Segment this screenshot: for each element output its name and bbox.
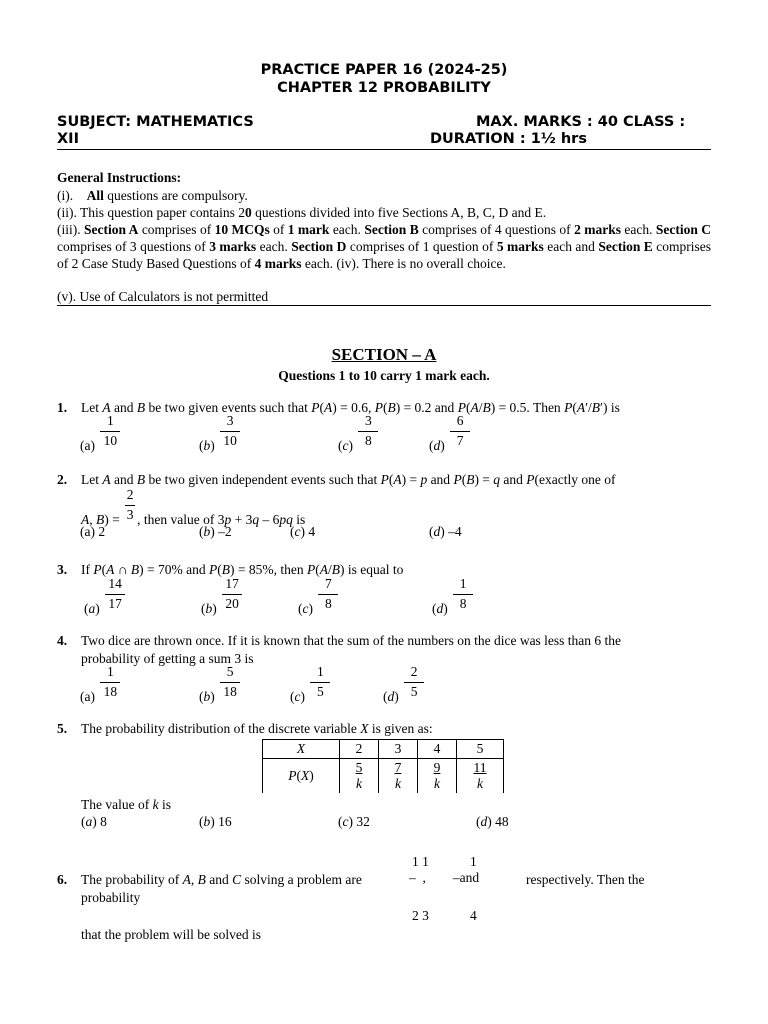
instruction-v: (v). Use of Calculators is not permitted xyxy=(57,289,269,304)
option-a[interactable]: (a) $\frac{1}{18}$ xyxy=(80,665,122,705)
paper-title: PRACTICE PAPER 16 (2024-25) xyxy=(260,62,508,78)
subject-label: SUBJECT: MATHEMATICS xyxy=(57,114,254,130)
p-numerator: 11 xyxy=(473,760,487,775)
question-text: Let A and B be two given events such that P(A) = 0.6, P(B) = 0.2 and P(A/B) = 0.5. Then P(A′/B′) is xyxy=(81,400,620,415)
question-text-end: respectively. Then the xyxy=(526,872,645,887)
option-a[interactable]: (a) $\frac{1}{10}$ xyxy=(80,414,122,454)
option-b[interactable]: (b) 16 xyxy=(199,814,232,829)
question-text-line3: that the problem will be solved is xyxy=(81,927,261,942)
option-d[interactable]: (d) $\frac{2}{5}$ xyxy=(383,665,426,705)
question-text: The probability distribution of the discrete variable X is given as: xyxy=(81,721,433,736)
fraction-numerators: 1 1 xyxy=(412,854,429,869)
question-number: 4. xyxy=(57,633,68,648)
option-d[interactable]: (d) –4 xyxy=(429,524,462,539)
question-number: 6. xyxy=(57,872,68,887)
option-c[interactable]: (c) 4 xyxy=(290,524,316,539)
fraction-denominators: 2 3 xyxy=(412,908,429,923)
option-c[interactable]: (c) $\frac{7}{8}$ xyxy=(298,577,340,617)
fraction-bars: – , –and xyxy=(409,870,480,885)
option-a[interactable]: (a) 8 xyxy=(81,814,107,829)
max-marks-label: MAX. MARKS : 40 CLASS : xyxy=(476,114,686,130)
question-text: Two dice are thrown once. If it is known that the sum of the numbers on the dice was less than 6 the xyxy=(81,633,622,648)
option-b[interactable]: (b) $\frac{17}{20}$ xyxy=(201,577,244,617)
option-b[interactable]: (b) $\frac{3}{10}$ xyxy=(199,414,242,454)
section-subtitle: Questions 1 to 10 carry 1 mark each. xyxy=(278,368,490,383)
option-d[interactable]: (d) 48 xyxy=(476,814,509,829)
x-value: 3 xyxy=(379,740,418,759)
p-numerator: 7 xyxy=(394,760,402,775)
fraction-numerator: 1 xyxy=(470,854,477,869)
header-divider xyxy=(57,149,711,150)
duration-label: DURATION : 1½ hrs xyxy=(430,131,587,147)
x-value: 5 xyxy=(457,740,504,759)
section-title: SECTION – A xyxy=(331,345,437,364)
x-value: 2 xyxy=(340,740,379,759)
question-text-line2: probability xyxy=(81,890,141,905)
instruction-iii: (iii). Section A comprises of 10 MCQs of 1 mark each. Section B comprises of 4 questions of 2 marks each. Section C comprises of 3 questions of 3 marks each. Section D comprises of 1 question of 5 marks each and Section E comprises of 2 Case Study Based Questions of 4 marks each. (iv). There is no overall choice. xyxy=(57,222,712,271)
distribution-table: X 2 3 4 5 P(X) 5 k 7 k 9 k 11 k xyxy=(262,739,504,793)
option-a[interactable]: (a) 2 xyxy=(80,524,106,539)
x-value: 4 xyxy=(418,740,457,759)
chapter-title: CHAPTER 12 PROBABILITY xyxy=(277,80,491,96)
option-c[interactable]: (c) $\frac{1}{5}$ xyxy=(290,665,332,705)
question-number: 1. xyxy=(57,400,68,415)
class-value: XII xyxy=(57,131,79,147)
question-number: 3. xyxy=(57,562,68,577)
fraction-denominator: 4 xyxy=(470,908,477,923)
question-text: Let A and B be two given independent events such that P(A) = p and P(B) = q and P(exactly one of xyxy=(81,472,616,487)
option-a[interactable]: (a) $\frac{14}{17}$ xyxy=(84,577,127,617)
instruction-i: (i). All questions are compulsory. xyxy=(57,188,248,203)
question-number: 2. xyxy=(57,472,68,487)
option-c[interactable]: (c) $\frac{3}{8}$ xyxy=(338,414,380,454)
instructions-heading: General Instructions: xyxy=(57,170,182,185)
instructions-divider xyxy=(57,305,711,306)
option-b[interactable]: (b) $\frac{5}{18}$ xyxy=(199,665,242,705)
p-numerator: 9 xyxy=(433,760,441,775)
option-d[interactable]: (d) $\frac{6}{7}$ xyxy=(429,414,472,454)
question-text-line2: probability of getting a sum 3 is xyxy=(81,651,254,666)
question-number: 5. xyxy=(57,721,68,736)
question-text-line2: The value of k is xyxy=(81,797,171,812)
question-text-line2: A, B) = $\frac{2}{3}$ , then value of 3p + 3q – 6pq is xyxy=(81,487,306,527)
option-c[interactable]: (c) 32 xyxy=(338,814,370,829)
instruction-ii: (ii). This question paper contains 20 questions divided into five Sections A, B, C, D and E. xyxy=(57,205,547,220)
option-d[interactable]: (d) $\frac{1}{8}$ xyxy=(432,577,475,617)
option-b[interactable]: (b) –2 xyxy=(199,524,232,539)
question-text: The probability of A, B and C solving a problem are xyxy=(81,872,362,887)
question-text: If P(A ∩ B) = 70% and P(B) = 85%, then P(A/B) is equal to xyxy=(81,562,404,577)
p-numerator: 5 xyxy=(355,760,363,775)
